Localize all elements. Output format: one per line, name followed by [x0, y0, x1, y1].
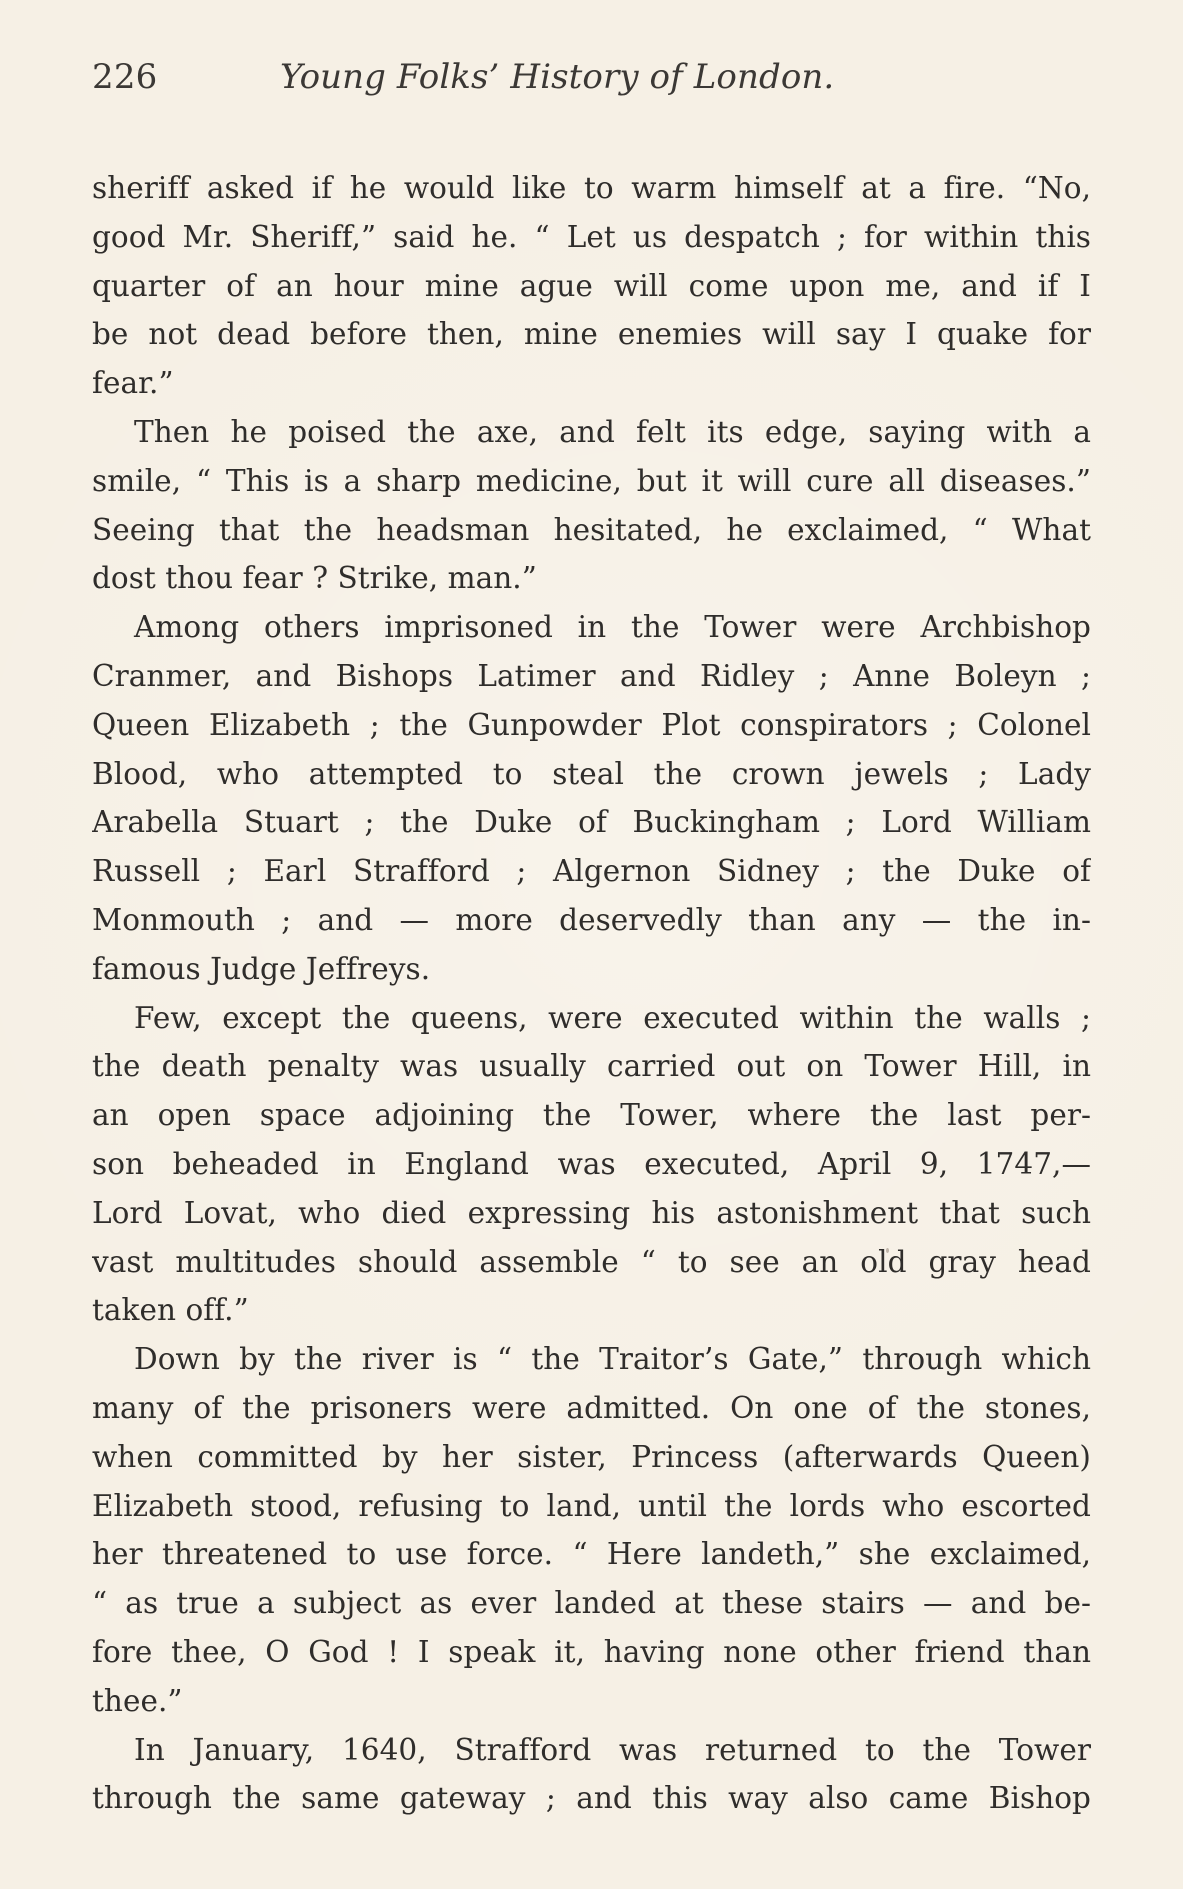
text-line: when committed by her sister, Princess (afterwards Queen)	[92, 1439, 1091, 1474]
text-line: taken off.”	[92, 1293, 249, 1328]
text-line: Elizabeth stood, refusing to land, until the lords who escorted	[92, 1488, 1091, 1523]
text-line: Arabella Stuart ; the Duke of Buckingham ; Lord William	[92, 805, 1091, 840]
text-line: Monmouth ; and — more deservedly than any — the in-	[92, 902, 1091, 937]
text-line: Then he poised the axe, and felt its edge, saying with a	[134, 414, 1091, 449]
text-line: many of the prisoners were admitted. On one of the stones,	[92, 1390, 1091, 1425]
paper-fleck	[886, 1248, 889, 1253]
text-line: Lord Lovat, who died expressing his astonishment that such	[92, 1195, 1091, 1230]
text-line: good Mr. Sheriff,” said he. “ Let us despatch ; for within this	[92, 219, 1091, 254]
text-line: Russell ; Earl Strafford ; Algernon Sidney ; the Duke of	[92, 854, 1091, 889]
text-line: In January, 1640, Strafford was returned to the Tower	[134, 1732, 1091, 1767]
text-line: fear.”	[92, 366, 174, 401]
text-line: Down by the river is “ the Traitor’s Gate,” through which	[134, 1342, 1091, 1377]
text-line: thee.”	[92, 1683, 183, 1718]
text-line: “ as true a subject as ever landed at these stairs — and be-	[92, 1586, 1091, 1621]
text-line: through the same gateway ; and this way also came Bishop	[92, 1781, 1091, 1816]
text-line: Seeing that the headsman hesitated, he exclaimed, “ What	[92, 512, 1091, 547]
body-text	[92, 164, 1091, 1823]
text-line: Blood, who attempted to steal the crown jewels ; Lady	[92, 756, 1091, 791]
running-header	[92, 46, 1091, 108]
text-line: Queen Elizabeth ; the Gunpowder Plot conspirators ; Colonel	[92, 707, 1091, 742]
text-line: famous Judge Jeffreys.	[92, 951, 431, 986]
text-line: vast multitudes should assemble “ to see an old gray head	[92, 1244, 1091, 1279]
text-line: Cranmer, and Bishops Latimer and Ridley ; Anne Boleyn ;	[92, 658, 1091, 693]
text-line: her threatened to use force. “ Here landeth,” she exclaimed,	[92, 1537, 1091, 1572]
text-line: dost thou fear ? Strike, man.”	[92, 561, 537, 596]
text-line: be not dead before then, mine enemies will say I quake for	[92, 317, 1091, 352]
page-number: 226	[92, 57, 158, 97]
text-line: son beheaded in England was executed, April 9, 1747,—	[92, 1146, 1091, 1181]
text-line: smile, “ This is a sharp medicine, but it will cure all diseases.”	[92, 463, 1091, 498]
text-line: fore thee, O God ! I speak it, having none other friend than	[92, 1634, 1091, 1669]
text-line: Few, except the queens, were executed within the walls ;	[134, 1000, 1091, 1035]
text-line: an open space adjoining the Tower, where the last per-	[92, 1098, 1091, 1133]
text-line: the death penalty was usually carried out on Tower Hill, in	[92, 1049, 1091, 1084]
running-title: Young Folks’ History of London.	[280, 57, 835, 97]
text-line: Among others imprisoned in the Tower were Archbishop	[134, 610, 1091, 645]
text-line: quarter of an hour mine ague will come upon me, and if I	[92, 268, 1091, 303]
text-line: sheriff asked if he would like to warm himself at a fire. “No,	[92, 171, 1091, 205]
